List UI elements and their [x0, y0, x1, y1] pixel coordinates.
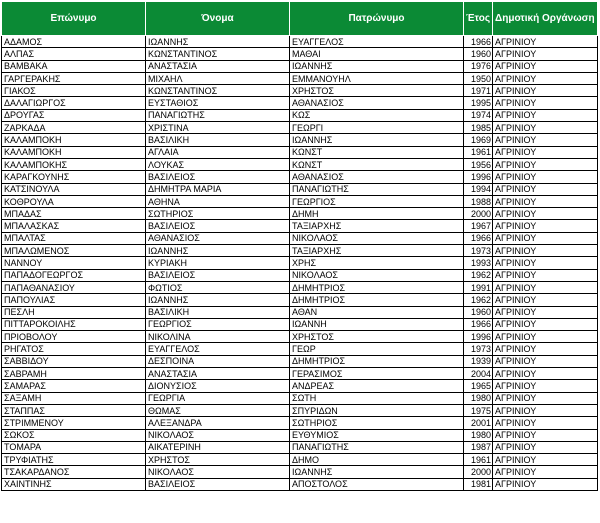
cell-municipal-organization: ΑΓΡΙΝΙΟΥ	[493, 232, 598, 244]
cell-first-name: ΕΥΣΤΑΘΙΟΣ	[146, 97, 290, 109]
cell-first-name: ΑΙΚΑΤΕΡΙΝΗ	[146, 441, 290, 453]
cell-surname: ΚΑΤΣΙΝΟΥΛΑ	[2, 183, 146, 195]
cell-surname: ΑΛΠΑΣ	[2, 48, 146, 60]
cell-father-name: ΣΠΥΡΙΔΩΝ	[290, 404, 464, 416]
cell-father-name: ΜΑΘΑΙ	[290, 48, 464, 60]
cell-first-name: ΑΛΕΞΑΝΔΡΑ	[146, 417, 290, 429]
cell-municipal-organization: ΑΓΡΙΝΙΟΥ	[493, 183, 598, 195]
cell-surname: ΚΑΛΑΜΠΟΚΗ	[2, 134, 146, 146]
cell-surname: ΜΠΑΛΩΜΕΝΟΣ	[2, 245, 146, 257]
cell-year: 1956	[464, 158, 493, 170]
cell-father-name: ΚΩΝΣΤ	[290, 158, 464, 170]
table-row	[2, 146, 598, 158]
table-row	[2, 36, 598, 48]
cell-first-name: ΒΑΣΙΛΕΙΟΣ	[146, 478, 290, 490]
cell-first-name: ΧΡΗΣΤΟΣ	[146, 454, 290, 466]
table-row	[2, 454, 598, 466]
cell-year: 1974	[464, 109, 493, 121]
table-row	[2, 48, 598, 60]
cell-municipal-organization: ΑΓΡΙΝΙΟΥ	[493, 146, 598, 158]
cell-surname: ΣΑΒΡΑΜΗ	[2, 368, 146, 380]
cell-surname: ΠΕΣΛΗ	[2, 306, 146, 318]
cell-year: 1966	[464, 318, 493, 330]
cell-father-name: ΔΗΜΗΤΡΙΟΣ	[290, 281, 464, 293]
cell-year: 1950	[464, 72, 493, 84]
cell-municipal-organization: ΑΓΡΙΝΙΟΥ	[493, 392, 598, 404]
cell-first-name: ΦΩΤΙΟΣ	[146, 281, 290, 293]
cell-father-name: ΕΥΘΥΜΙΟΣ	[290, 429, 464, 441]
cell-year: 1969	[464, 134, 493, 146]
cell-year: 1967	[464, 220, 493, 232]
cell-first-name: ΔΗΜΗΤΡΑ ΜΑΡΙΑ	[146, 183, 290, 195]
cell-municipal-organization: ΑΓΡΙΝΙΟΥ	[493, 306, 598, 318]
cell-year: 1975	[464, 404, 493, 416]
cell-year: 1996	[464, 171, 493, 183]
cell-first-name: ΙΩΑΝΝΗΣ	[146, 36, 290, 48]
cell-year: 2000	[464, 466, 493, 478]
cell-surname: ΜΠΑΛΑΣΚΑΣ	[2, 220, 146, 232]
cell-municipal-organization: ΑΓΡΙΝΙΟΥ	[493, 281, 598, 293]
cell-first-name: ΓΕΩΡΓΙΑ	[146, 392, 290, 404]
cell-surname: ΠΑΠΑΔΟΓΕΩΡΓΟΣ	[2, 269, 146, 281]
table-row	[2, 60, 598, 72]
cell-surname: ΡΗΓΑΤΟΣ	[2, 343, 146, 355]
cell-surname: ΤΟΜΑΡΑ	[2, 441, 146, 453]
cell-surname: ΝΑΝΝΟΥ	[2, 257, 146, 269]
cell-year: 1996	[464, 331, 493, 343]
cell-surname: ΒΑΜΒΑΚΑ	[2, 60, 146, 72]
cell-municipal-organization: ΑΓΡΙΝΙΟΥ	[493, 294, 598, 306]
table-row	[2, 404, 598, 416]
cell-father-name: ΕΜΜΑΝΟΥΗΛ	[290, 72, 464, 84]
cell-first-name: ΜΙΧΑΗΛ	[146, 72, 290, 84]
cell-municipal-organization: ΑΓΡΙΝΙΟΥ	[493, 454, 598, 466]
cell-first-name: ΝΙΚΟΛΑΟΣ	[146, 429, 290, 441]
cell-father-name: ΠΑΝΑΓΙΩΤΗΣ	[290, 183, 464, 195]
cell-father-name: ΔΗΜΗ	[290, 208, 464, 220]
cell-year: 1961	[464, 146, 493, 158]
cell-surname: ΔΡΟΥΓΑΣ	[2, 109, 146, 121]
cell-municipal-organization: ΑΓΡΙΝΙΟΥ	[493, 109, 598, 121]
cell-municipal-organization: ΑΓΡΙΝΙΟΥ	[493, 245, 598, 257]
cell-surname: ΚΑΛΑΜΠΟΚΗ	[2, 146, 146, 158]
cell-year: 1962	[464, 294, 493, 306]
cell-father-name: ΓΕΡΑΣΙΜΟΣ	[290, 368, 464, 380]
cell-first-name: ΧΡΙΣΤΙΝΑ	[146, 122, 290, 134]
cell-first-name: ΚΩΝΣΤΑΝΤΙΝΟΣ	[146, 48, 290, 60]
table-row	[2, 478, 598, 490]
cell-first-name: ΝΙΚΟΛΑΟΣ	[146, 466, 290, 478]
cell-year: 1980	[464, 392, 493, 404]
cell-year: 1973	[464, 245, 493, 257]
header-surname: Επώνυμο	[2, 2, 146, 36]
cell-year: 1993	[464, 257, 493, 269]
cell-municipal-organization: ΑΓΡΙΝΙΟΥ	[493, 404, 598, 416]
cell-first-name: ΒΑΣΙΛΙΚΗ	[146, 306, 290, 318]
spreadsheet	[1, 1, 598, 491]
cell-surname: ΠΑΠΑΘΑΝΑΣΙΟΥ	[2, 281, 146, 293]
cell-first-name: ΙΩΑΝΝΗΣ	[146, 294, 290, 306]
cell-surname: ΚΟΘΡΟΥΛΑ	[2, 195, 146, 207]
cell-municipal-organization: ΑΓΡΙΝΙΟΥ	[493, 122, 598, 134]
cell-first-name: ΚΥΡΙΑΚΗ	[146, 257, 290, 269]
cell-father-name: ΧΡΗΣΤΟΣ	[290, 85, 464, 97]
cell-municipal-organization: ΑΓΡΙΝΙΟΥ	[493, 48, 598, 60]
table-row	[2, 281, 598, 293]
cell-father-name: ΧΡΗΣΤΟΣ	[290, 331, 464, 343]
cell-municipal-organization: ΑΓΡΙΝΙΟΥ	[493, 417, 598, 429]
table-row	[2, 417, 598, 429]
table-row	[2, 183, 598, 195]
cell-year: 1994	[464, 183, 493, 195]
cell-father-name: ΔΗΜΗΤΡΙΟΣ	[290, 294, 464, 306]
cell-father-name: ΙΩΑΝΝΗΣ	[290, 466, 464, 478]
cell-father-name: ΚΩΣ	[290, 109, 464, 121]
cell-first-name: ΒΑΣΙΛΕΙΟΣ	[146, 171, 290, 183]
cell-father-name: ΔΗΜΗΤΡΙΟΣ	[290, 355, 464, 367]
cell-father-name: ΝΙΚΟΛΑΟΣ	[290, 232, 464, 244]
cell-year: 1965	[464, 380, 493, 392]
cell-year: 1981	[464, 478, 493, 490]
cell-municipal-organization: ΑΓΡΙΝΙΟΥ	[493, 355, 598, 367]
cell-first-name: ΑΓΛΑΙΑ	[146, 146, 290, 158]
cell-municipal-organization: ΑΓΡΙΝΙΟΥ	[493, 429, 598, 441]
cell-surname: ΚΑΛΑΜΠΟΚΗΣ	[2, 158, 146, 170]
header-row	[2, 2, 598, 36]
cell-year: 1962	[464, 269, 493, 281]
table-row	[2, 355, 598, 367]
table-row	[2, 318, 598, 330]
cell-first-name: ΒΑΣΙΛΕΙΟΣ	[146, 220, 290, 232]
cell-father-name: ΔΗΜΟ	[290, 454, 464, 466]
cell-first-name: ΑΝΑΣΤΑΣΙΑ	[146, 60, 290, 72]
cell-municipal-organization: ΑΓΡΙΝΙΟΥ	[493, 36, 598, 48]
cell-municipal-organization: ΑΓΡΙΝΙΟΥ	[493, 72, 598, 84]
cell-first-name: ΣΩΤΗΡΙΟΣ	[146, 208, 290, 220]
cell-municipal-organization: ΑΓΡΙΝΙΟΥ	[493, 257, 598, 269]
cell-father-name: ΑΠΟΣΤΟΛΟΣ	[290, 478, 464, 490]
cell-municipal-organization: ΑΓΡΙΝΙΟΥ	[493, 478, 598, 490]
table-row	[2, 269, 598, 281]
cell-surname: ΠΡΙΟΒΟΛΟΥ	[2, 331, 146, 343]
cell-municipal-organization: ΑΓΡΙΝΙΟΥ	[493, 331, 598, 343]
table-row	[2, 429, 598, 441]
cell-municipal-organization: ΑΓΡΙΝΙΟΥ	[493, 220, 598, 232]
header-father-name: Πατρώνυμο	[290, 2, 464, 36]
cell-father-name: ΣΩΤΗ	[290, 392, 464, 404]
header-year: Έτος	[464, 2, 493, 36]
table-body	[2, 36, 598, 491]
cell-first-name: ΔΕΣΠΟΙΝΑ	[146, 355, 290, 367]
members-table	[1, 1, 598, 491]
cell-year: 1960	[464, 306, 493, 318]
cell-father-name: ΣΩΤΗΡΙΟΣ	[290, 417, 464, 429]
cell-father-name: ΤΑΞΙΑΡΧΗΣ	[290, 245, 464, 257]
cell-father-name: ΓΕΩΡΓΙ	[290, 122, 464, 134]
cell-first-name: ΓΕΩΡΓΙΟΣ	[146, 318, 290, 330]
table-row	[2, 109, 598, 121]
cell-year: 1988	[464, 195, 493, 207]
cell-surname: ΜΠΑΔΑΣ	[2, 208, 146, 220]
cell-surname: ΣΑΒΒΙΔΟΥ	[2, 355, 146, 367]
cell-father-name: ΑΝΔΡΕΑΣ	[290, 380, 464, 392]
cell-municipal-organization: ΑΓΡΙΝΙΟΥ	[493, 60, 598, 72]
cell-municipal-organization: ΑΓΡΙΝΙΟΥ	[493, 441, 598, 453]
cell-year: 1971	[464, 85, 493, 97]
cell-municipal-organization: ΑΓΡΙΝΙΟΥ	[493, 208, 598, 220]
cell-municipal-organization: ΑΓΡΙΝΙΟΥ	[493, 195, 598, 207]
cell-first-name: ΘΩΜΑΣ	[146, 404, 290, 416]
cell-surname: ΑΔΑΜΟΣ	[2, 36, 146, 48]
cell-surname: ΣΑΞΑΜΗ	[2, 392, 146, 404]
cell-municipal-organization: ΑΓΡΙΝΙΟΥ	[493, 158, 598, 170]
table-row	[2, 195, 598, 207]
table-row	[2, 294, 598, 306]
cell-year: 1985	[464, 122, 493, 134]
cell-father-name: ΑΘΑΝΑΣΙΟΣ	[290, 171, 464, 183]
table-row	[2, 72, 598, 84]
cell-first-name: ΑΘΗΝΑ	[146, 195, 290, 207]
cell-surname: ΖΑΡΚΑΔΑ	[2, 122, 146, 134]
cell-surname: ΣΑΜΑΡΑΣ	[2, 380, 146, 392]
table-row	[2, 331, 598, 343]
cell-municipal-organization: ΑΓΡΙΝΙΟΥ	[493, 269, 598, 281]
cell-year: 1973	[464, 343, 493, 355]
cell-year: 1995	[464, 97, 493, 109]
cell-year: 1960	[464, 48, 493, 60]
cell-surname: ΤΡΥΦΙΑΤΗΣ	[2, 454, 146, 466]
cell-surname: ΓΑΡΓΕΡΑΚΗΣ	[2, 72, 146, 84]
cell-year: 2000	[464, 208, 493, 220]
cell-municipal-organization: ΑΓΡΙΝΙΟΥ	[493, 368, 598, 380]
table-row	[2, 97, 598, 109]
cell-municipal-organization: ΑΓΡΙΝΙΟΥ	[493, 134, 598, 146]
cell-first-name: ΛΟΥΚΑΣ	[146, 158, 290, 170]
cell-father-name: ΓΕΩΡΓΙΟΣ	[290, 195, 464, 207]
table-row	[2, 220, 598, 232]
table-row	[2, 306, 598, 318]
cell-year: 1987	[464, 441, 493, 453]
cell-first-name: ΒΑΣΙΛΙΚΗ	[146, 134, 290, 146]
cell-father-name: ΚΩΝΣΤ	[290, 146, 464, 158]
table-row	[2, 134, 598, 146]
cell-year: 1939	[464, 355, 493, 367]
cell-surname: ΤΣΑΚΑΡΔΑΝΟΣ	[2, 466, 146, 478]
table-row	[2, 158, 598, 170]
table-row	[2, 441, 598, 453]
table-row	[2, 257, 598, 269]
table-row	[2, 85, 598, 97]
cell-year: 1980	[464, 429, 493, 441]
cell-father-name: ΕΥΑΓΓΕΛΟΣ	[290, 36, 464, 48]
cell-surname: ΔΑΛΑΓΙΩΡΓΟΣ	[2, 97, 146, 109]
cell-first-name: ΑΝΑΣΤΑΣΙΑ	[146, 368, 290, 380]
cell-year: 1966	[464, 232, 493, 244]
table-row	[2, 208, 598, 220]
table-row	[2, 343, 598, 355]
cell-year: 1976	[464, 60, 493, 72]
table-row	[2, 122, 598, 134]
table-row	[2, 466, 598, 478]
cell-surname: ΚΑΡΑΓΚΟΥΝΗΣ	[2, 171, 146, 183]
cell-surname: ΓΙΑΚΟΣ	[2, 85, 146, 97]
header-municipal-organization: Δημοτική Οργάνωση	[493, 2, 598, 36]
cell-father-name: ΤΑΞΙΑΡΧΗΣ	[290, 220, 464, 232]
cell-municipal-organization: ΑΓΡΙΝΙΟΥ	[493, 85, 598, 97]
table-row	[2, 368, 598, 380]
cell-father-name: ΙΩΑΝΝΗΣ	[290, 60, 464, 72]
cell-surname: ΠΑΠΟΥΛΙΑΣ	[2, 294, 146, 306]
cell-father-name: ΝΙΚΟΛΑΟΣ	[290, 269, 464, 281]
cell-father-name: ΑΘΑΝΑΣΙΟΣ	[290, 97, 464, 109]
cell-municipal-organization: ΑΓΡΙΝΙΟΥ	[493, 466, 598, 478]
cell-father-name: ΙΩΑΝΝΗΣ	[290, 134, 464, 146]
cell-municipal-organization: ΑΓΡΙΝΙΟΥ	[493, 343, 598, 355]
table-row	[2, 392, 598, 404]
cell-first-name: ΙΩΑΝΝΗΣ	[146, 245, 290, 257]
table-row	[2, 171, 598, 183]
cell-surname: ΣΤΑΠΠΑΣ	[2, 404, 146, 416]
cell-father-name: ΠΑΝΑΓΙΩΤΗΣ	[290, 441, 464, 453]
cell-year: 2001	[464, 417, 493, 429]
table-header	[2, 2, 598, 36]
cell-year: 1966	[464, 36, 493, 48]
cell-first-name: ΕΥΑΓΓΕΛΟΣ	[146, 343, 290, 355]
header-first-name: Όνομα	[146, 2, 290, 36]
cell-municipal-organization: ΑΓΡΙΝΙΟΥ	[493, 171, 598, 183]
cell-first-name: ΑΘΑΝΑΣΙΟΣ	[146, 232, 290, 244]
cell-surname: ΠΙΤΤΑΡΟΚΟΙΛΗΣ	[2, 318, 146, 330]
table-row	[2, 232, 598, 244]
cell-surname: ΣΤΡΙΜΜΕΝΟΥ	[2, 417, 146, 429]
cell-municipal-organization: ΑΓΡΙΝΙΟΥ	[493, 380, 598, 392]
cell-father-name: ΧΡΗΣ	[290, 257, 464, 269]
cell-surname: ΧΑΙΝΤΙΝΗΣ	[2, 478, 146, 490]
cell-first-name: ΒΑΣΙΛΕΙΟΣ	[146, 269, 290, 281]
cell-first-name: ΠΑΝΑΓΙΩΤΗΣ	[146, 109, 290, 121]
cell-year: 1991	[464, 281, 493, 293]
cell-first-name: ΔΙΟΝΥΣΙΟΣ	[146, 380, 290, 392]
table-row	[2, 380, 598, 392]
cell-surname: ΜΠΑΛΤΑΣ	[2, 232, 146, 244]
cell-father-name: ΓΕΩΡ	[290, 343, 464, 355]
cell-first-name: ΝΙΚΟΛΙΝΑ	[146, 331, 290, 343]
cell-surname: ΣΩΚΟΣ	[2, 429, 146, 441]
cell-year: 2004	[464, 368, 493, 380]
cell-municipal-organization: ΑΓΡΙΝΙΟΥ	[493, 318, 598, 330]
cell-municipal-organization: ΑΓΡΙΝΙΟΥ	[493, 97, 598, 109]
cell-first-name: ΚΩΝΣΤΑΝΤΙΝΟΣ	[146, 85, 290, 97]
cell-year: 1961	[464, 454, 493, 466]
cell-father-name: ΙΩΑΝΝΗ	[290, 318, 464, 330]
table-row	[2, 245, 598, 257]
cell-father-name: ΑΘΑΝ	[290, 306, 464, 318]
